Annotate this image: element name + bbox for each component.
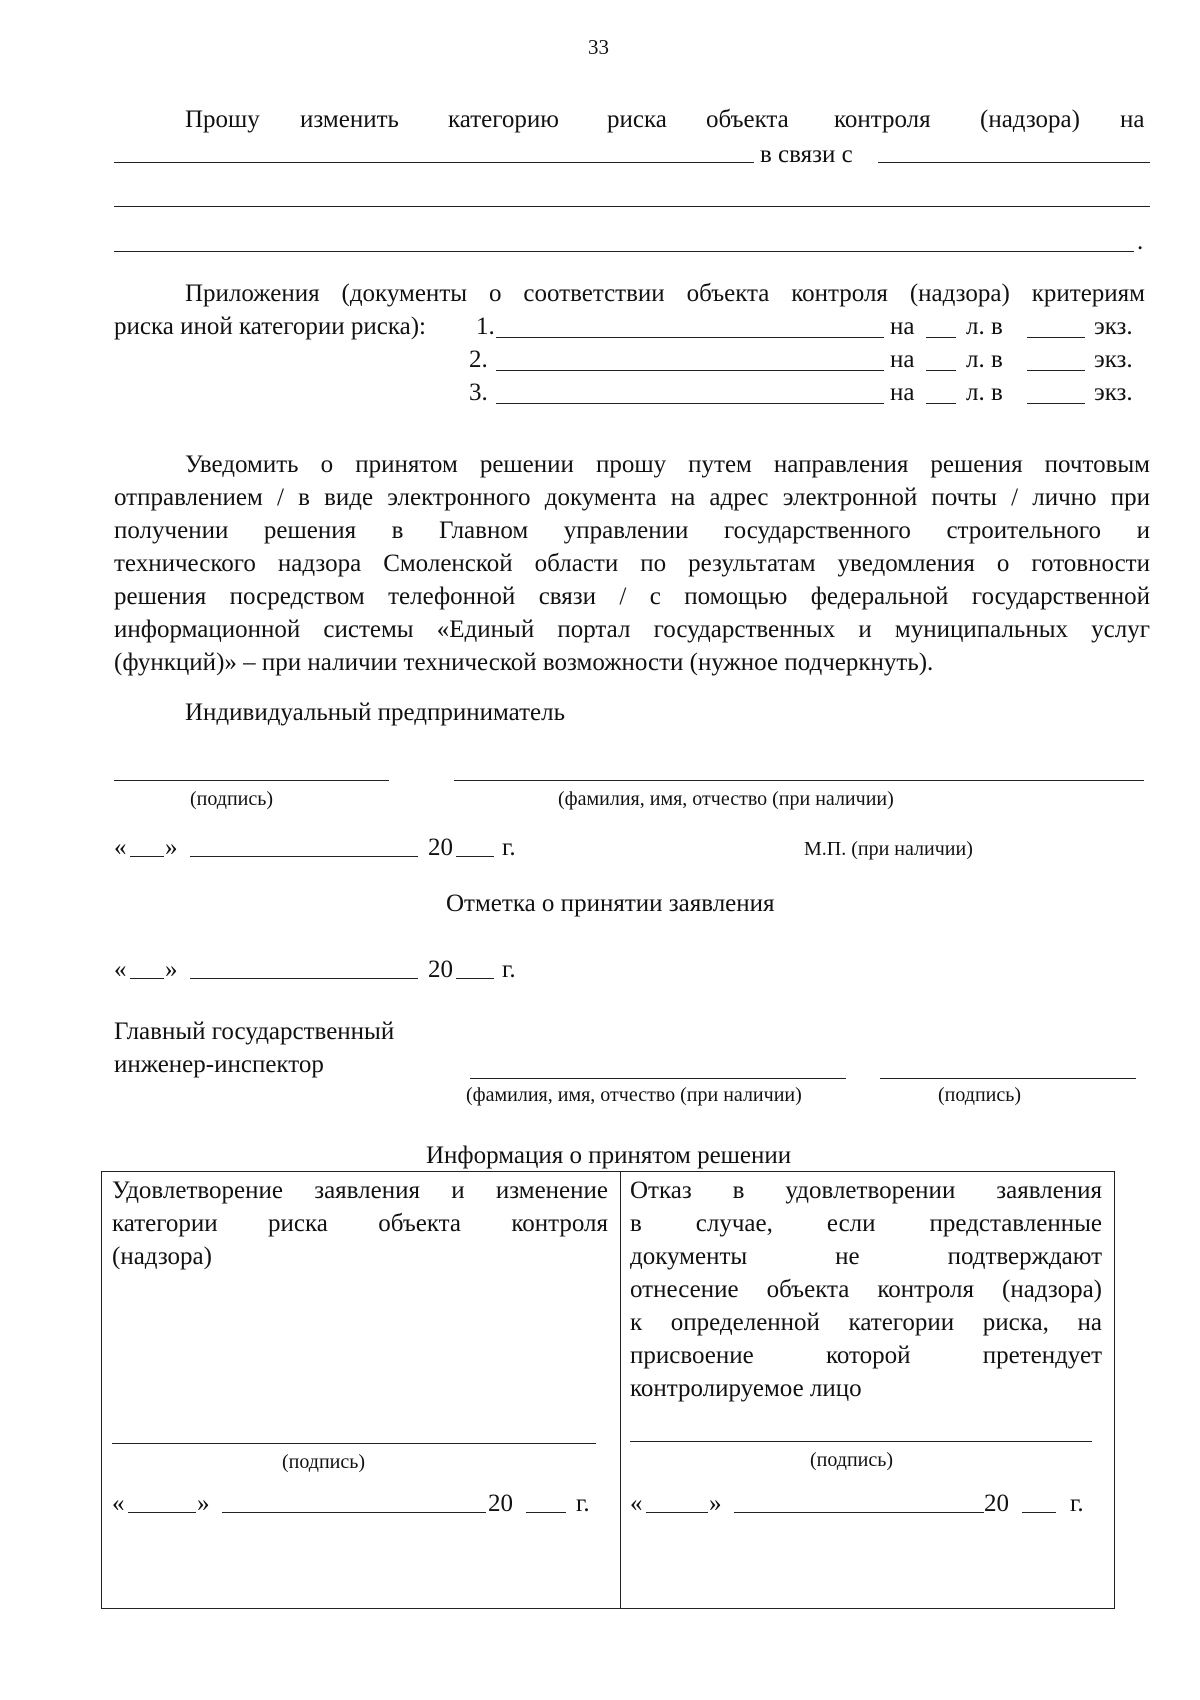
attachment-copies-label: экз. (1094, 379, 1133, 406)
year-prefix: 20 (984, 1490, 1009, 1517)
refuse-cell (630, 1174, 1102, 1405)
new-category-field[interactable] (114, 162, 754, 163)
refuse-line: в случае, если представленные (630, 1210, 1102, 1237)
acceptance-month-field[interactable] (190, 978, 418, 979)
name-caption: (фамилия, имя, отчество (при наличии) (466, 1084, 802, 1106)
notify-line: получении решения в Главном управлении государственного строительного и (114, 517, 1150, 544)
refuse-line: Отказ в удовлетворении заявления (630, 1177, 1102, 1204)
signature-caption: (подпись) (190, 788, 274, 810)
request-word: изменить (300, 106, 399, 133)
signature-caption: (подпись) (810, 1449, 894, 1471)
notify-line: (функций)» – при наличии технической возможности (нужное подчеркнуть). (114, 649, 934, 676)
approve-line: (надзора) (112, 1243, 212, 1270)
approve-month-field[interactable] (222, 1512, 486, 1513)
inspector-signature-field[interactable] (880, 1078, 1136, 1079)
attachment-title-field[interactable] (496, 403, 884, 404)
name-caption: (фамилия, имя, отчество (при наличии) (558, 788, 894, 810)
attachment-on-label: на (890, 313, 915, 340)
date-open-quote: « (630, 1490, 643, 1517)
attachment-copies-label: экз. (1094, 346, 1133, 373)
entrepreneur-year-field[interactable] (456, 856, 494, 857)
decision-table-divider (620, 1171, 621, 1608)
attachment-number: 1. (476, 313, 495, 340)
acceptance-day-field[interactable] (130, 978, 164, 979)
year-prefix: 20 (488, 1490, 513, 1517)
refuse-month-field[interactable] (734, 1512, 984, 1513)
inspector-name-field[interactable] (470, 1078, 846, 1079)
request-word: Прошу (185, 106, 260, 133)
request-word: контроля (834, 106, 931, 133)
year-suffix: г. (1070, 1490, 1084, 1517)
request-word: категорию (448, 106, 559, 133)
date-open-quote: « (114, 956, 127, 983)
attachment-on-label: на (890, 346, 915, 373)
notify-line: решения посредством телефонной связи / с помощью федеральной государственной (114, 583, 1150, 610)
refuse-line: контролируемое лицо (630, 1375, 862, 1402)
signature-caption: (подпись) (938, 1084, 1022, 1106)
date-open-quote: « (112, 1490, 125, 1517)
page-number: 33 (588, 35, 609, 59)
notify-line: отправлением / в виде электронного документа на адрес электронной почты / лично при (114, 484, 1150, 511)
notify-line: информационной системы «Единый портал государственных и муниципальных услуг (114, 616, 1150, 643)
refuse-day-field[interactable] (646, 1512, 708, 1513)
stamp-label: М.П. (при наличии) (804, 838, 973, 860)
attachment-number: 3. (469, 379, 488, 406)
refuse-line: присвоение которой претендует (630, 1342, 1102, 1369)
request-word: на (1120, 106, 1145, 133)
notify-line: Уведомить о принятом решении прошу путем направления решения почтовым (185, 451, 1150, 478)
attachment-sheets-label: л. в (966, 346, 1003, 373)
approve-year-field[interactable] (526, 1512, 566, 1513)
inspector-title: Главный государственный (114, 1018, 395, 1045)
acceptance-title: Отметка о принятии заявления (446, 890, 775, 917)
year-prefix: 20 (428, 834, 453, 861)
approve-line: категории риска объекта контроля (112, 1210, 608, 1237)
refuse-signature-field[interactable] (630, 1441, 1092, 1442)
year-prefix: 20 (428, 956, 453, 983)
attachment-number: 2. (469, 346, 488, 373)
approve-day-field[interactable] (128, 1512, 196, 1513)
approve-line: Удовлетворение заявления и изменение (112, 1177, 608, 1204)
attachment-copies-field[interactable] (1027, 403, 1085, 404)
signature-caption: (подпись) (282, 1451, 366, 1473)
request-word: риска (607, 106, 667, 133)
entrepreneur-signature-field[interactable] (114, 780, 389, 781)
refuse-line: к определенной категории риска, на (630, 1309, 1102, 1336)
approve-signature-field[interactable] (112, 1443, 596, 1444)
date-close-quote: » (165, 956, 178, 983)
attachment-title-field[interactable] (496, 337, 884, 338)
reason-field-line-2[interactable] (114, 206, 1150, 207)
date-open-quote: « (114, 834, 127, 861)
date-close-quote: » (165, 834, 178, 861)
acceptance-year-field[interactable] (456, 978, 494, 979)
approve-cell (112, 1174, 608, 1273)
attachment-sheets-field[interactable] (926, 370, 956, 371)
notify-line: технического надзора Смоленской области по результатам уведомления о готовности (114, 550, 1150, 577)
date-close-quote: » (197, 1490, 210, 1517)
attachments-intro-2: риска иной категории риска): (114, 313, 426, 340)
attachments-intro: Приложения (документы о соответствии объекта контроля (надзора) критериям (185, 280, 1145, 307)
entrepreneur-label: Индивидуальный предприниматель (185, 699, 565, 726)
attachment-sheets-field[interactable] (926, 403, 956, 404)
period-mark: . (1137, 228, 1144, 255)
attachment-sheets-label: л. в (966, 313, 1003, 340)
date-close-quote: » (709, 1490, 722, 1517)
attachment-on-label: на (890, 379, 915, 406)
attachment-title-field[interactable] (496, 370, 884, 371)
refuse-year-field[interactable] (1022, 1512, 1056, 1513)
in-connection-label: в связи с (760, 141, 853, 168)
request-word: (надзора) (980, 106, 1080, 133)
entrepreneur-month-field[interactable] (190, 856, 418, 857)
reason-field-line-3[interactable] (114, 251, 1134, 252)
request-word: объекта (706, 106, 789, 133)
entrepreneur-day-field[interactable] (130, 856, 164, 857)
entrepreneur-name-field[interactable] (454, 780, 1144, 781)
inspector-title-2: инженер-инспектор (114, 1051, 324, 1078)
attachment-copies-field[interactable] (1027, 370, 1085, 371)
attachment-sheets-label: л. в (966, 379, 1003, 406)
attachment-sheets-field[interactable] (926, 337, 956, 338)
year-suffix: г. (576, 1490, 590, 1517)
decision-title: Информация о принятом решении (426, 1142, 792, 1169)
year-suffix: г. (502, 956, 516, 983)
attachment-copies-label: экз. (1094, 313, 1133, 340)
reason-field[interactable] (878, 162, 1150, 163)
attachment-copies-field[interactable] (1027, 337, 1085, 338)
notify-paragraph (114, 448, 1150, 679)
year-suffix: г. (502, 834, 516, 861)
refuse-line: отнесение объекта контроля (надзора) (630, 1276, 1102, 1303)
refuse-line: документы не подтверждают (630, 1243, 1102, 1270)
